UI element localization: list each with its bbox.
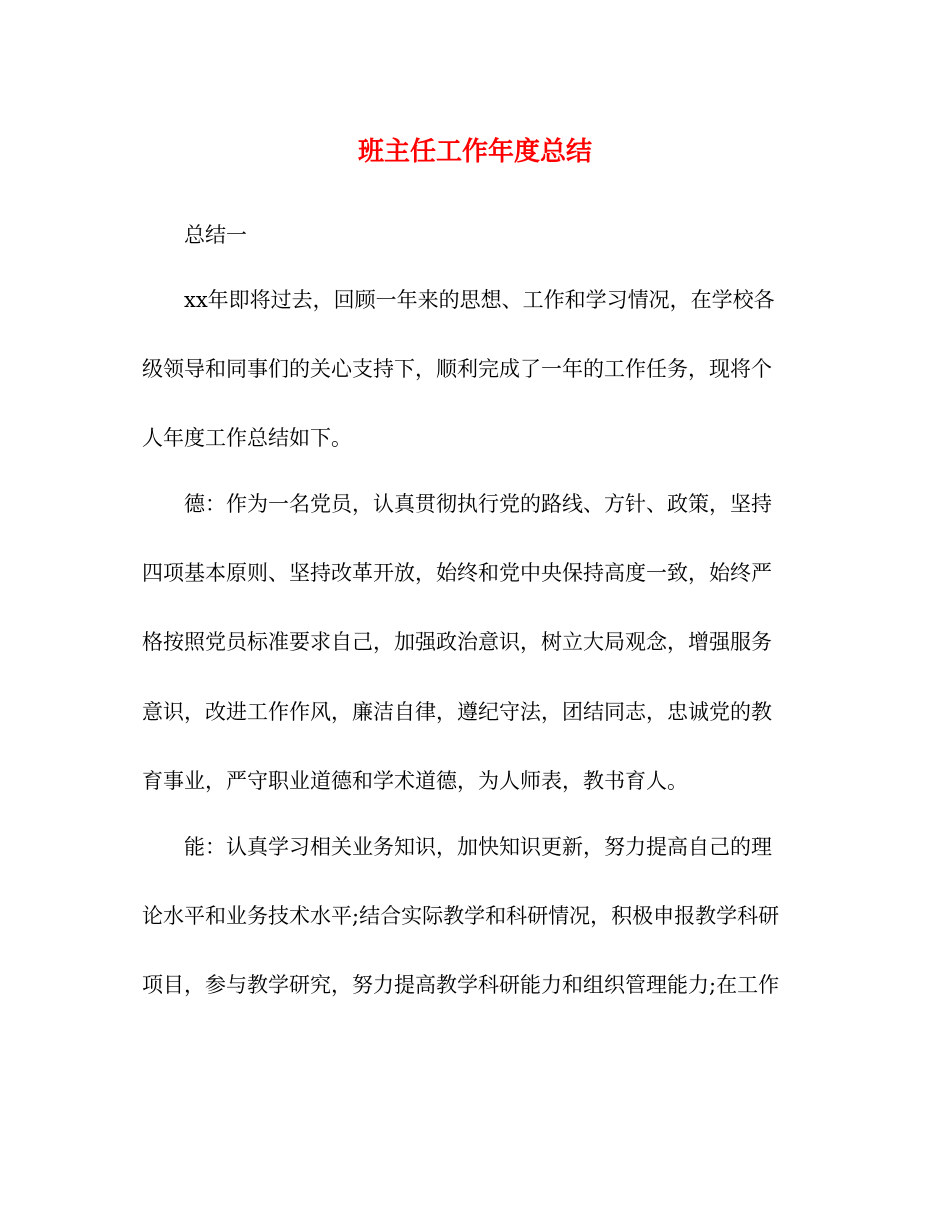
paragraph-line: 能：认真学习相关业务知识，加快知识更新，努力提高自己的理 xyxy=(142,835,772,859)
paragraph-line: 意识，改进工作作风，廉洁自律，遵纪守法，团结同志，忠诚党的教 xyxy=(142,700,772,724)
paragraph-line: 四项基本原则、坚持改革开放，始终和党中央保持高度一致，始终严 xyxy=(142,561,772,585)
section-heading: 总结一 xyxy=(142,223,247,247)
paragraph-line: 级领导和同事们的关心支持下，顺利完成了一年的工作任务，现将个 xyxy=(142,357,772,381)
paragraph-line: 项目，参与教学研究，努力提高教学科研能力和组织管理能力;在工作 xyxy=(142,973,780,997)
paragraph-line: 论水平和业务技术水平;结合实际教学和科研情况，积极申报教学科研 xyxy=(142,904,780,928)
paragraph-line: xx年即将过去，回顾一年来的思想、工作和学习情况，在学校各 xyxy=(142,288,775,312)
paragraph-line: 育事业，严守职业道德和学术道德，为人师表，教书育人。 xyxy=(142,769,688,793)
paragraph-line: 德：作为一名党员，认真贯彻执行党的路线、方针、政策，坚持 xyxy=(142,492,772,516)
paragraph-line: 格按照党员标准要求自己，加强政治意识，树立大局观念，增强服务 xyxy=(142,630,772,654)
document-title: 班主任工作年度总结 xyxy=(357,137,592,167)
paragraph-line: 人年度工作总结如下。 xyxy=(142,426,352,450)
